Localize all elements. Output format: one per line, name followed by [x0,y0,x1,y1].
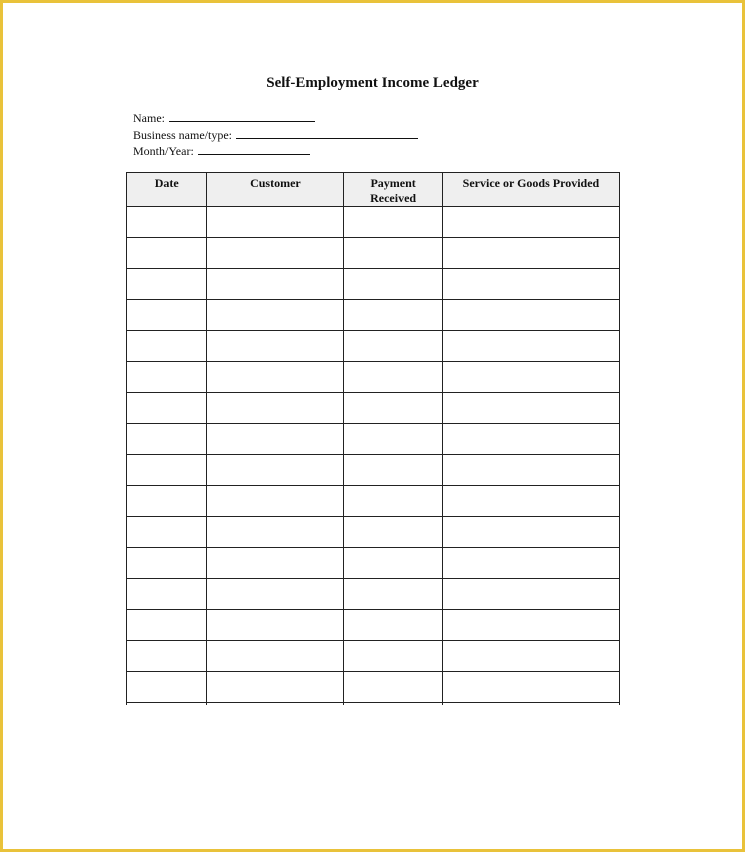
payment-cell [344,238,443,269]
payment-cell [344,579,443,610]
service-cell [442,517,619,548]
date-cell [127,517,207,548]
table-row [127,579,620,610]
customer-cell [207,486,344,517]
date-cell [127,331,207,362]
payment-cell [344,269,443,300]
customer-cell [207,517,344,548]
business-label: Business name/type: [133,128,232,142]
payment-cell [344,207,443,238]
table-row [127,300,620,331]
date-cell [127,393,207,424]
date-cell [127,486,207,517]
table-row [127,548,620,579]
name-field [133,111,315,125]
table-row [127,455,620,486]
service-cell [442,579,619,610]
date-cell [127,207,207,238]
service-cell [442,300,619,331]
header-customer: Customer [207,173,344,207]
customer-cell [207,238,344,269]
date-cell [127,548,207,579]
payment-cell [344,486,443,517]
header-payment-received: Payment Received [344,173,443,207]
payment-cell [344,517,443,548]
date-cell [127,641,207,672]
month-year-label: Month/Year: [133,144,194,158]
date-cell [127,579,207,610]
month-year-blank-line [198,144,310,155]
business-field [133,128,418,142]
table-row [127,610,620,641]
service-cell [442,641,619,672]
table-row [127,486,620,517]
month-year-field [133,144,310,158]
payment-cell [344,548,443,579]
customer-cell [207,672,344,703]
ledger-table [126,172,620,705]
customer-cell [207,424,344,455]
customer-cell [207,641,344,672]
date-cell [127,610,207,641]
customer-cell [207,300,344,331]
customer-cell [207,269,344,300]
payment-cell [344,641,443,672]
name-blank-line [169,111,315,122]
name-label: Name: [133,111,165,125]
payment-cell [344,362,443,393]
service-cell [442,703,619,706]
payment-cell [344,672,443,703]
table-row [127,517,620,548]
date-cell [127,362,207,393]
table-row [127,393,620,424]
date-cell [127,672,207,703]
service-cell [442,424,619,455]
date-cell [127,238,207,269]
service-cell [442,238,619,269]
table-row [127,207,620,238]
customer-cell [207,393,344,424]
payment-cell [344,331,443,362]
customer-cell [207,703,344,706]
table-row [127,672,620,703]
business-blank-line [236,128,418,139]
customer-cell [207,331,344,362]
payment-cell [344,424,443,455]
table-row-partial [127,703,620,706]
date-cell [127,269,207,300]
service-cell [442,548,619,579]
payment-cell [344,300,443,331]
customer-cell [207,548,344,579]
header-date: Date [127,173,207,207]
ledger-body [127,207,620,706]
service-cell [442,331,619,362]
payment-cell [344,393,443,424]
service-cell [442,269,619,300]
customer-cell [207,610,344,641]
date-cell [127,703,207,706]
payment-cell [344,610,443,641]
service-cell [442,393,619,424]
table-row [127,641,620,672]
service-cell [442,672,619,703]
service-cell [442,207,619,238]
header-service-goods: Service or Goods Provided [442,173,619,207]
payment-cell [344,703,443,706]
customer-cell [207,579,344,610]
date-cell [127,455,207,486]
service-cell [442,610,619,641]
service-cell [442,362,619,393]
service-cell [442,455,619,486]
date-cell [127,300,207,331]
table-row [127,331,620,362]
table-row [127,269,620,300]
ledger-header-row [127,173,620,207]
document-title: Self-Employment Income Ledger [266,75,479,91]
customer-cell [207,455,344,486]
payment-cell [344,455,443,486]
customer-cell [207,207,344,238]
table-row [127,424,620,455]
table-row [127,362,620,393]
date-cell [127,424,207,455]
table-row [127,238,620,269]
service-cell [442,486,619,517]
customer-cell [207,362,344,393]
